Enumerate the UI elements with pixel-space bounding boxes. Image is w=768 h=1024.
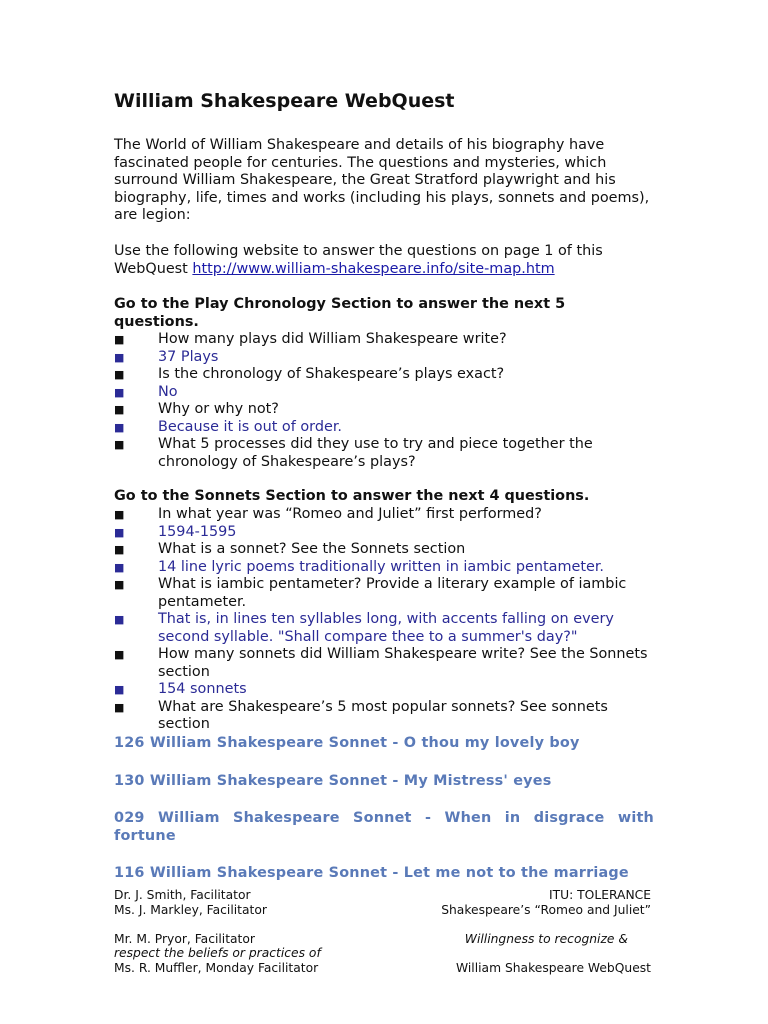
instructions-text: Use the following website to answer the questions on page 1 of this WebQuest (114, 243, 603, 277)
intro-paragraph: The World of William Shakespeare and details of his biography have fascinated people for centuries. The questions and mysteries, which surround William Shakespeare, the Great Stratford playwright and his biography, life, times and works (including his plays, sonnets and poems), are legion: (114, 137, 650, 223)
answer-text: That is, in lines ten syllables long, with accents falling on every second syllable. "Shall compare thee to a summer's day?" (158, 611, 614, 645)
list-item (114, 524, 654, 542)
bullet-icon: ■ (114, 543, 125, 556)
bullet-icon: ■ (114, 508, 125, 521)
footer-webquest-title: William Shakespeare WebQuest (455, 961, 651, 975)
list-item (114, 349, 654, 367)
question-text: Why or why not? (158, 401, 279, 417)
bullet-icon: ■ (114, 438, 125, 451)
footer-facilitator: Mr. M. Pryor, Facilitator (114, 932, 255, 946)
bullet-icon: ■ (114, 420, 125, 434)
bullet-icon: ■ (114, 648, 125, 661)
bullet-icon: ■ (114, 560, 125, 574)
footer-facilitator: Ms. J. Markley, Facilitator (114, 903, 267, 917)
list-item (114, 419, 654, 437)
bullet-icon: ■ (114, 350, 125, 364)
section2-heading: Go to the Sonnets Section to answer the next 4 questions. (114, 488, 590, 504)
bullet-icon: ■ (114, 368, 125, 381)
list-item (114, 436, 654, 471)
section2-list (114, 506, 654, 734)
footer-tolerance-definition: Willingness to recognize & (464, 932, 628, 946)
footer-facilitator: Ms. R. Muffler, Monday Facilitator (114, 961, 319, 975)
bullet-icon: ■ (114, 578, 125, 591)
sonnet-link-116[interactable]: 116 William Shakespeare Sonnet - Let me not to the marriage (114, 865, 629, 881)
question-text: What are Shakespeare’s 5 most popular sonnets? See sonnets section (158, 698, 608, 732)
bullet-icon: ■ (114, 683, 125, 696)
bullet-icon: ■ (114, 613, 125, 626)
footer-facilitator: Dr. J. Smith, Facilitator (114, 888, 251, 902)
sonnet-link-029[interactable]: 029 William Shakespeare Sonnet - When in disgrace with fortune (114, 810, 654, 844)
question-text: In what year was “Romeo and Juliet” first performed? (158, 506, 542, 522)
question-text: How many plays did William Shakespeare write? (158, 331, 507, 347)
list-item (114, 699, 654, 734)
question-text: What is iambic pentameter? Provide a literary example of iambic pentameter. (158, 576, 627, 610)
bullet-icon: ■ (114, 385, 125, 399)
question-text: What 5 processes did they use to try and piece together the chronology of Shakespeare’s plays? (158, 436, 593, 470)
list-item (114, 384, 654, 402)
list-item (114, 401, 654, 419)
list-item (114, 541, 654, 559)
list-item (114, 646, 654, 681)
footer-tolerance-definition: respect the beliefs or practices of (114, 946, 321, 960)
instructions-paragraph (114, 243, 654, 278)
bullet-icon: ■ (114, 525, 125, 539)
answer-text: 14 line lyric poems traditionally written in iambic pentameter. (158, 558, 604, 575)
footer-unit-title: Shakespeare’s “Romeo and Juliet” (441, 903, 651, 917)
answer-text: Because it is out of order. (158, 418, 342, 435)
bullet-icon: ■ (114, 700, 125, 714)
bullet-icon: ■ (114, 333, 125, 346)
list-item (114, 331, 654, 349)
question-text: How many sonnets did William Shakespeare write? See the Sonnets section (158, 646, 648, 680)
list-item (114, 681, 654, 699)
list-item (114, 576, 654, 611)
sonnet-link-130[interactable]: 130 William Shakespeare Sonnet - My Mistress' eyes (114, 773, 552, 789)
page-title: William Shakespeare WebQuest (114, 90, 455, 112)
list-item (114, 506, 654, 524)
question-text: Is the chronology of Shakespeare’s plays exact? (158, 366, 505, 382)
answer-text: 154 sonnets (158, 681, 247, 697)
bullet-icon: ■ (114, 403, 125, 416)
answer-text: 1594-1595 (158, 523, 237, 540)
answer-text: 37 Plays (158, 348, 219, 365)
section1-heading: Go to the Play Chronology Section to answer the next 5 questions. (114, 296, 566, 330)
question-text: What is a sonnet? See the Sonnets section (158, 541, 466, 557)
section1-list (114, 331, 654, 471)
list-item (114, 366, 654, 384)
list-item (114, 611, 654, 646)
answer-text: No (158, 383, 178, 400)
list-item (114, 559, 654, 577)
sonnet-link-126[interactable]: 126 William Shakespeare Sonnet - O thou my lovely boy (114, 735, 580, 751)
site-map-link[interactable]: http://www.william-shakespeare.info/site-map.htm (192, 260, 555, 277)
footer-itu-label: ITU: TOLERANCE (548, 888, 651, 902)
